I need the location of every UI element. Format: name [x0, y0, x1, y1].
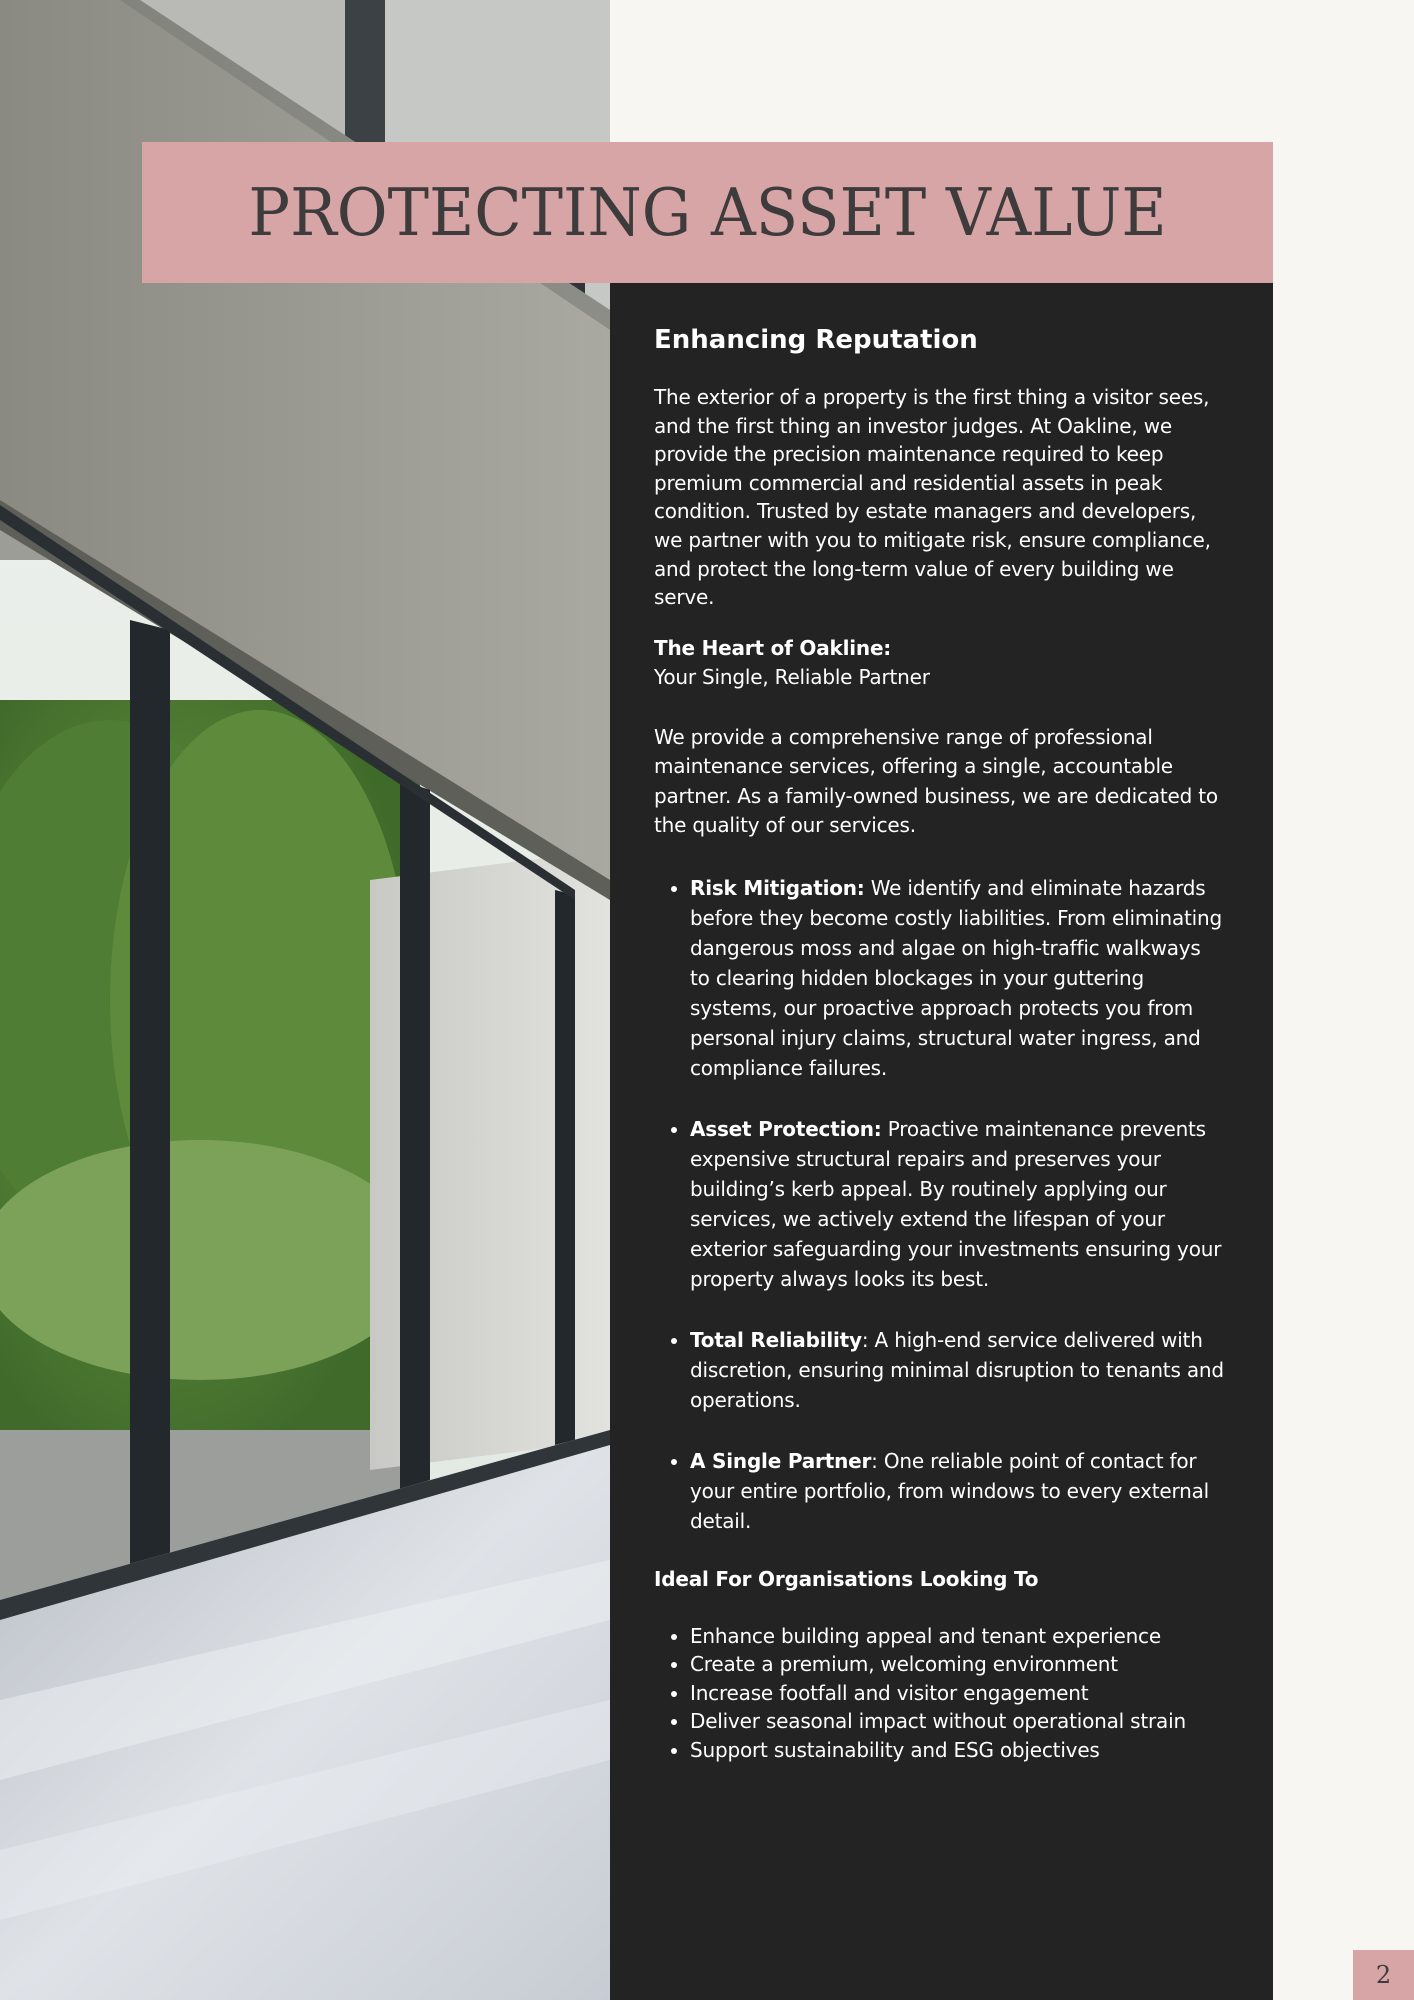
intro-paragraph: The exterior of a property is the first thing a visitor sees, and the first thing an investor judges. At Oakline, we provide the precision maintenance required to keep premium commercial and residential assets in peak condition. Trusted by estate managers and developers, we partner with you to mitigate risk, ensure compliance, and protect the long-term value of every building we serve. — [654, 385, 1211, 610]
content-panel — [610, 283, 1273, 2000]
feature-text: : One reliable point of contact for your entire portfolio, from windows to every external detail. — [690, 1448, 1210, 1533]
services-paragraph: We provide a comprehensive range of professional maintenance services, offering a single, accountable partner. As a family-owned business, we are dedicated to the quality of our services. — [654, 724, 1218, 838]
ideal-list — [654, 1622, 1224, 1765]
subheading-block — [654, 634, 1224, 693]
title-banner — [142, 142, 1273, 283]
feature-text: Proactive maintenance prevents expensive structural repairs and preserves your building’s kerb appeal. By routinely applying our services, we actively extend the lifespan of your exterior safeguarding your investments ensuring your property always looks its best. — [690, 1116, 1222, 1291]
list-item — [690, 1325, 1224, 1415]
feature-label: A Single Partner — [690, 1448, 872, 1473]
feature-label: Asset Protection: — [690, 1116, 882, 1141]
feature-text: : A high-end service delivered with discretion, ensuring minimal disruption to tenants and operations. — [690, 1327, 1224, 1412]
list-item — [690, 873, 1224, 1083]
list-item: • Create a premium, welcoming environment — [690, 1650, 1224, 1679]
list-item: • Increase footfall and visitor engagement — [690, 1679, 1224, 1708]
feature-label: Risk Mitigation: — [690, 875, 865, 900]
list-item: • Enhance building appeal and tenant experience — [690, 1622, 1224, 1651]
feature-label: Total Reliability — [690, 1327, 862, 1352]
list-item: • Support sustainability and ESG objectives — [690, 1736, 1224, 1765]
ideal-heading: Ideal For Organisations Looking To — [654, 1566, 1039, 1591]
section-heading: Enhancing Reputation — [654, 325, 978, 355]
feature-text: We identify and eliminate hazards before they become costly liabilities. From eliminating dangerous moss and algae on high-traffic walkways to clearing hidden blockages in your guttering systems, our proactive approach protects you from personal injury claims, structural water ingress, and compliance failures. — [690, 875, 1222, 1080]
content-body — [654, 323, 1224, 1764]
page-number: 2 — [1353, 1950, 1414, 2000]
subheading-bold: The Heart of Oakline: — [654, 635, 892, 660]
list-item: • Deliver seasonal impact without operational strain — [690, 1707, 1224, 1736]
list-item — [690, 1446, 1224, 1536]
page-title: PROTECTING ASSET VALUE — [248, 173, 1167, 251]
feature-list — [654, 873, 1224, 1536]
list-item — [690, 1114, 1224, 1294]
subheading-text: Your Single, Reliable Partner — [654, 665, 930, 690]
building-interior-photo — [0, 0, 610, 2000]
